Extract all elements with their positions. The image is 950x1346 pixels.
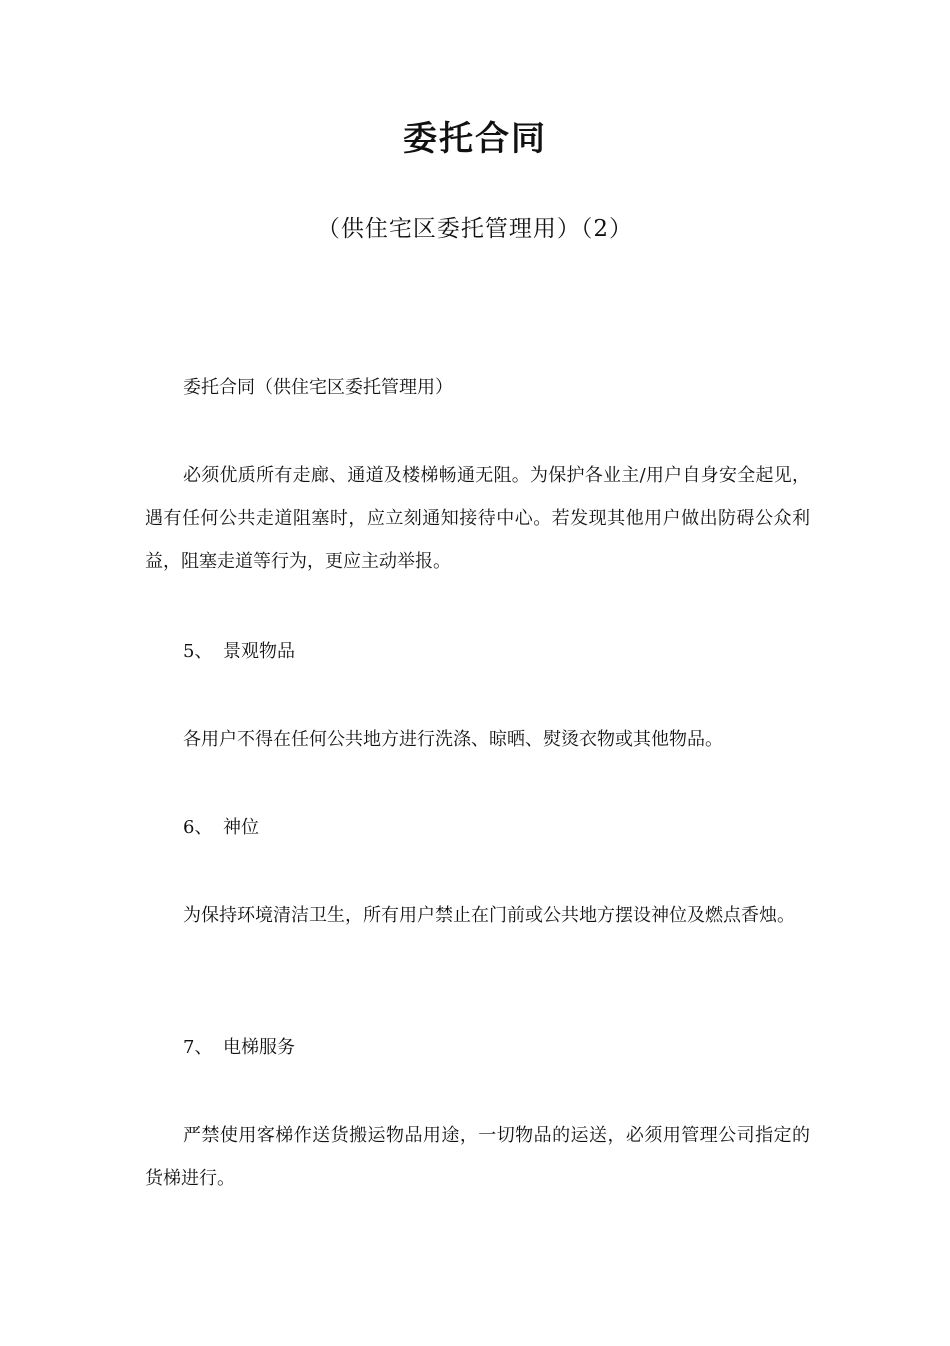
section-number: 6、	[183, 817, 213, 838]
corridor-paragraph: 必须优质所有走廊、通道及楼梯畅通无阻。为保护各业主/用户自身安全起见，遇有任何公共走道阻塞时，应立刻通知接待中心。若发现其他用户做出防碍公众利益，阻塞走道等行为，更应主动举报。	[145, 465, 810, 572]
section-body: 为保持环境清洁卫生，所有用户禁止在门前或公共地方摆设神位及燃点香烛。	[183, 905, 795, 926]
section-heading	[183, 1026, 295, 1069]
section-number: 5、	[183, 641, 213, 662]
section-heading	[183, 806, 259, 849]
section-body: 各用户不得在任何公共地方进行洗涤、晾晒、熨烫衣物或其他物品。	[183, 729, 723, 750]
section-number: 7、	[183, 1037, 213, 1058]
section-body: 严禁使用客梯作送货搬运物品用途，一切物品的运送，必须用管理公司指定的货梯进行。	[145, 1125, 810, 1189]
document-subtitle: （供住宅区委托管理用）（2）	[316, 216, 634, 242]
section-title: 景观物品	[223, 641, 295, 662]
section-title: 电梯服务	[223, 1037, 295, 1058]
section-heading	[183, 630, 295, 673]
section-title: 神位	[223, 817, 259, 838]
document-title: 委托合同	[403, 119, 547, 159]
intro-paragraph: 委托合同（供住宅区委托管理用）	[183, 377, 453, 398]
